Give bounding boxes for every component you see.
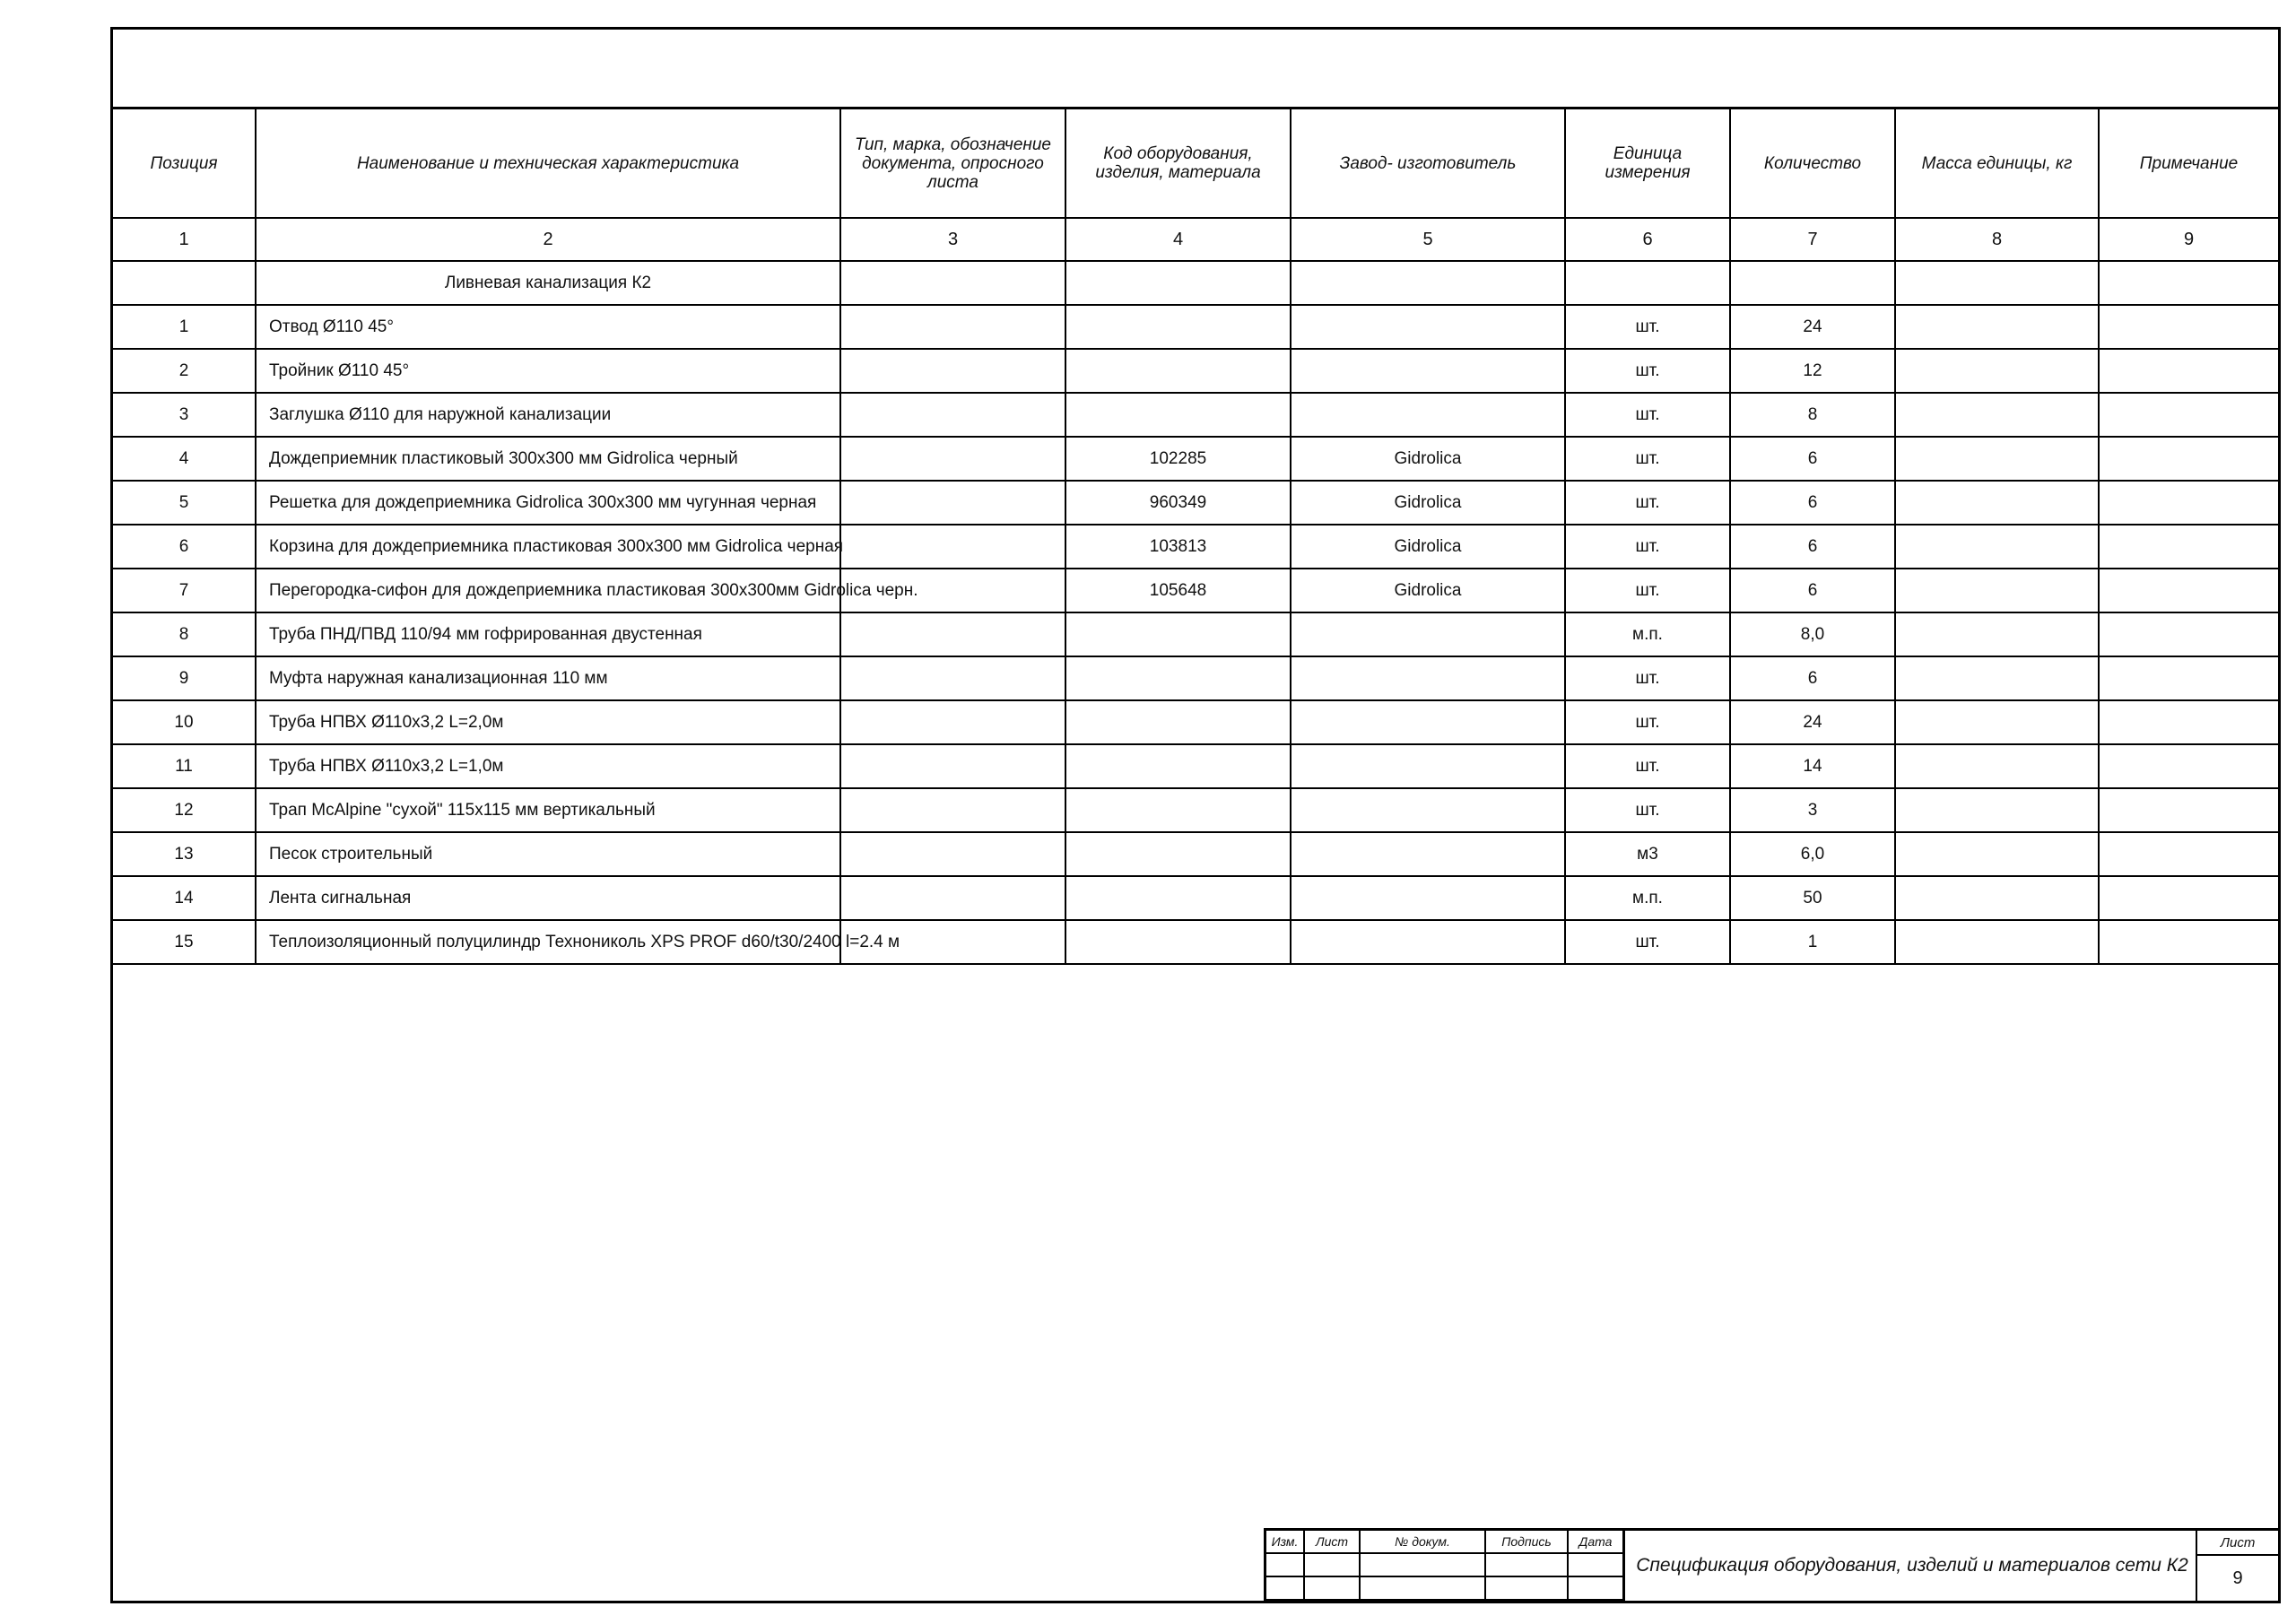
- row-mass: [1895, 349, 2099, 393]
- row-code: [1065, 788, 1291, 832]
- column-numbers-row: [113, 218, 2278, 261]
- row-quantity: 6,0: [1730, 832, 1895, 876]
- row-name: Отвод Ø110 45°: [256, 305, 840, 349]
- row-position: 3: [113, 393, 256, 437]
- row-note: [2099, 305, 2278, 349]
- column-number: 1: [113, 218, 256, 261]
- row-position: 12: [113, 788, 256, 832]
- header-type: Тип, марка, обозначение документа, опросного листа: [840, 109, 1065, 219]
- row-note: [2099, 656, 2278, 700]
- column-number: 9: [2099, 218, 2278, 261]
- column-number: 2: [256, 218, 840, 261]
- header-code: Код оборудования, изделия, материала: [1065, 109, 1291, 219]
- header-quantity: Количество: [1730, 109, 1895, 219]
- table-row: [113, 349, 2278, 393]
- specification-rows: [113, 305, 2278, 964]
- document-title: Спецификация оборудования, изделий и материалов сети К2: [1623, 1531, 2199, 1601]
- row-unit: м.п.: [1565, 612, 1730, 656]
- row-unit: м.п.: [1565, 876, 1730, 920]
- row-mass: [1895, 612, 2099, 656]
- specification-table: [113, 107, 2278, 965]
- row-note: [2099, 437, 2278, 481]
- table-row: [113, 569, 2278, 612]
- row-code: [1065, 832, 1291, 876]
- sheet-number: 9: [2232, 1568, 2243, 1588]
- row-manufacturer: [1291, 393, 1565, 437]
- stamp-date-label: Дата: [1568, 1531, 1623, 1553]
- row-name: Заглушка Ø110 для наружной канализации: [256, 393, 840, 437]
- drawing-sheet: [110, 27, 2281, 1603]
- row-note: [2099, 525, 2278, 569]
- row-mass: [1895, 437, 2099, 481]
- row-position: 1: [113, 305, 256, 349]
- row-unit: шт.: [1565, 744, 1730, 788]
- table-row: [113, 700, 2278, 744]
- header-unit: Единица измерения: [1565, 109, 1730, 219]
- row-position: 14: [113, 876, 256, 920]
- row-note: [2099, 744, 2278, 788]
- sheet-label: Лист: [2197, 1531, 2278, 1556]
- header-mass: Масса единицы, кг: [1895, 109, 2099, 219]
- row-type: [840, 612, 1065, 656]
- row-unit: шт.: [1565, 305, 1730, 349]
- table-row: [113, 393, 2278, 437]
- row-name: Муфта наружная канализационная 110 мм: [256, 656, 840, 700]
- row-code: 103813: [1065, 525, 1291, 569]
- stamp-docno-label: № докум.: [1360, 1531, 1485, 1553]
- header-position: Позиция: [113, 109, 256, 219]
- row-unit: шт.: [1565, 525, 1730, 569]
- row-quantity: 3: [1730, 788, 1895, 832]
- column-number: 6: [1565, 218, 1730, 261]
- table-row: [113, 612, 2278, 656]
- row-note: [2099, 612, 2278, 656]
- row-name: Теплоизоляционный полуцилиндр Технониколь XPS PROF d60/t30/2400 l=2.4 м: [256, 920, 840, 964]
- row-manufacturer: [1291, 612, 1565, 656]
- row-position: 6: [113, 525, 256, 569]
- row-unit: шт.: [1565, 481, 1730, 525]
- row-note: [2099, 700, 2278, 744]
- row-code: [1065, 920, 1291, 964]
- row-name: Трап McAlpine "сухой" 115х115 мм вертикальный: [256, 788, 840, 832]
- row-type: [840, 700, 1065, 744]
- stamp-izm-label: Изм.: [1266, 1531, 1304, 1553]
- table-row: [113, 832, 2278, 876]
- title-block: [1264, 1528, 2278, 1601]
- row-manufacturer: [1291, 305, 1565, 349]
- row-quantity: 24: [1730, 700, 1895, 744]
- column-number: 7: [1730, 218, 1895, 261]
- row-code: [1065, 349, 1291, 393]
- row-mass: [1895, 525, 2099, 569]
- row-unit: шт.: [1565, 920, 1730, 964]
- row-quantity: 8: [1730, 393, 1895, 437]
- row-note: [2099, 481, 2278, 525]
- row-quantity: 14: [1730, 744, 1895, 788]
- row-quantity: 6: [1730, 569, 1895, 612]
- row-mass: [1895, 305, 2099, 349]
- row-mass: [1895, 700, 2099, 744]
- row-name: Лента сигнальная: [256, 876, 840, 920]
- row-mass: [1895, 481, 2099, 525]
- table-row: [113, 437, 2278, 481]
- table-row: [113, 525, 2278, 569]
- row-name: Корзина для дождеприемника пластиковая 300х300 мм Gidrolica черная: [256, 525, 840, 569]
- row-quantity: 50: [1730, 876, 1895, 920]
- column-number: 3: [840, 218, 1065, 261]
- row-type: [840, 656, 1065, 700]
- row-note: [2099, 920, 2278, 964]
- row-unit: шт.: [1565, 788, 1730, 832]
- row-position: 15: [113, 920, 256, 964]
- row-type: [840, 788, 1065, 832]
- row-position: 13: [113, 832, 256, 876]
- row-quantity: 24: [1730, 305, 1895, 349]
- row-manufacturer: Gidrolica: [1291, 437, 1565, 481]
- row-quantity: 6: [1730, 437, 1895, 481]
- row-type: [840, 525, 1065, 569]
- row-code: 102285: [1065, 437, 1291, 481]
- row-code: [1065, 700, 1291, 744]
- row-type: [840, 744, 1065, 788]
- row-code: [1065, 876, 1291, 920]
- row-note: [2099, 569, 2278, 612]
- row-unit: шт.: [1565, 569, 1730, 612]
- row-quantity: 1: [1730, 920, 1895, 964]
- row-name: Труба НПВХ Ø110х3,2 L=1,0м: [256, 744, 840, 788]
- row-unit: шт.: [1565, 700, 1730, 744]
- row-name: Тройник Ø110 45°: [256, 349, 840, 393]
- row-type: [840, 437, 1065, 481]
- section-title: Ливневая канализация К2: [256, 261, 840, 305]
- row-quantity: 6: [1730, 481, 1895, 525]
- row-unit: шт.: [1565, 393, 1730, 437]
- row-position: 2: [113, 349, 256, 393]
- row-code: 960349: [1065, 481, 1291, 525]
- row-manufacturer: Gidrolica: [1291, 525, 1565, 569]
- row-note: [2099, 349, 2278, 393]
- row-note: [2099, 788, 2278, 832]
- table-row: [113, 481, 2278, 525]
- table-row: [113, 920, 2278, 964]
- row-manufacturer: [1291, 700, 1565, 744]
- row-mass: [1895, 656, 2099, 700]
- column-number: 5: [1291, 218, 1565, 261]
- row-position: 10: [113, 700, 256, 744]
- header-note: Примечание: [2099, 109, 2278, 219]
- row-manufacturer: [1291, 656, 1565, 700]
- row-name: Труба ПНД/ПВД 110/94 мм гофрированная двустенная: [256, 612, 840, 656]
- row-unit: шт.: [1565, 656, 1730, 700]
- row-name: Труба НПВХ Ø110х3,2 L=2,0м: [256, 700, 840, 744]
- header-manufacturer: Завод- изготовитель: [1291, 109, 1565, 219]
- row-quantity: 8,0: [1730, 612, 1895, 656]
- row-mass: [1895, 876, 2099, 920]
- table-row: [113, 788, 2278, 832]
- stamp-signature-label: Подпись: [1485, 1531, 1568, 1553]
- revision-grid: [1266, 1531, 1624, 1601]
- row-code: 105648: [1065, 569, 1291, 612]
- row-type: [840, 481, 1065, 525]
- row-name: Песок строительный: [256, 832, 840, 876]
- row-name: Перегородка-сифон для дождеприемника пластиковая 300х300мм Gidrolica черн.: [256, 569, 840, 612]
- row-type: [840, 876, 1065, 920]
- row-unit: шт.: [1565, 349, 1730, 393]
- row-code: [1065, 612, 1291, 656]
- stamp-list-label: Лист: [1304, 1531, 1360, 1553]
- row-mass: [1895, 920, 2099, 964]
- row-name: Решетка для дождеприемника Gidrolica 300х300 мм чугунная черная: [256, 481, 840, 525]
- row-unit: шт.: [1565, 437, 1730, 481]
- row-manufacturer: Gidrolica: [1291, 481, 1565, 525]
- column-number: 8: [1895, 218, 2099, 261]
- row-manufacturer: Gidrolica: [1291, 569, 1565, 612]
- row-mass: [1895, 832, 2099, 876]
- row-position: 5: [113, 481, 256, 525]
- row-mass: [1895, 744, 2099, 788]
- sheet-number-box: [2196, 1531, 2278, 1601]
- row-manufacturer: [1291, 349, 1565, 393]
- table-row: [113, 656, 2278, 700]
- row-quantity: 6: [1730, 656, 1895, 700]
- table-header: [113, 109, 2278, 219]
- row-name: Дождеприемник пластиковый 300х300 мм Gidrolica черный: [256, 437, 840, 481]
- row-manufacturer: [1291, 788, 1565, 832]
- row-mass: [1895, 788, 2099, 832]
- row-unit: м3: [1565, 832, 1730, 876]
- column-number: 4: [1065, 218, 1291, 261]
- row-position: 8: [113, 612, 256, 656]
- header-name: Наименование и техническая характеристика: [256, 109, 840, 219]
- row-code: [1065, 744, 1291, 788]
- row-mass: [1895, 569, 2099, 612]
- row-type: [840, 393, 1065, 437]
- row-manufacturer: [1291, 920, 1565, 964]
- row-code: [1065, 656, 1291, 700]
- section-row: [113, 261, 2278, 305]
- row-manufacturer: [1291, 876, 1565, 920]
- row-position: 11: [113, 744, 256, 788]
- row-position: 4: [113, 437, 256, 481]
- row-manufacturer: [1291, 832, 1565, 876]
- row-position: 9: [113, 656, 256, 700]
- row-note: [2099, 876, 2278, 920]
- row-code: [1065, 305, 1291, 349]
- row-quantity: 6: [1730, 525, 1895, 569]
- row-mass: [1895, 393, 2099, 437]
- row-manufacturer: [1291, 744, 1565, 788]
- row-position: 7: [113, 569, 256, 612]
- row-quantity: 12: [1730, 349, 1895, 393]
- table-row: [113, 744, 2278, 788]
- table-row: [113, 305, 2278, 349]
- row-type: [840, 305, 1065, 349]
- row-type: [840, 832, 1065, 876]
- table-row: [113, 876, 2278, 920]
- row-note: [2099, 393, 2278, 437]
- row-type: [840, 349, 1065, 393]
- row-note: [2099, 832, 2278, 876]
- row-code: [1065, 393, 1291, 437]
